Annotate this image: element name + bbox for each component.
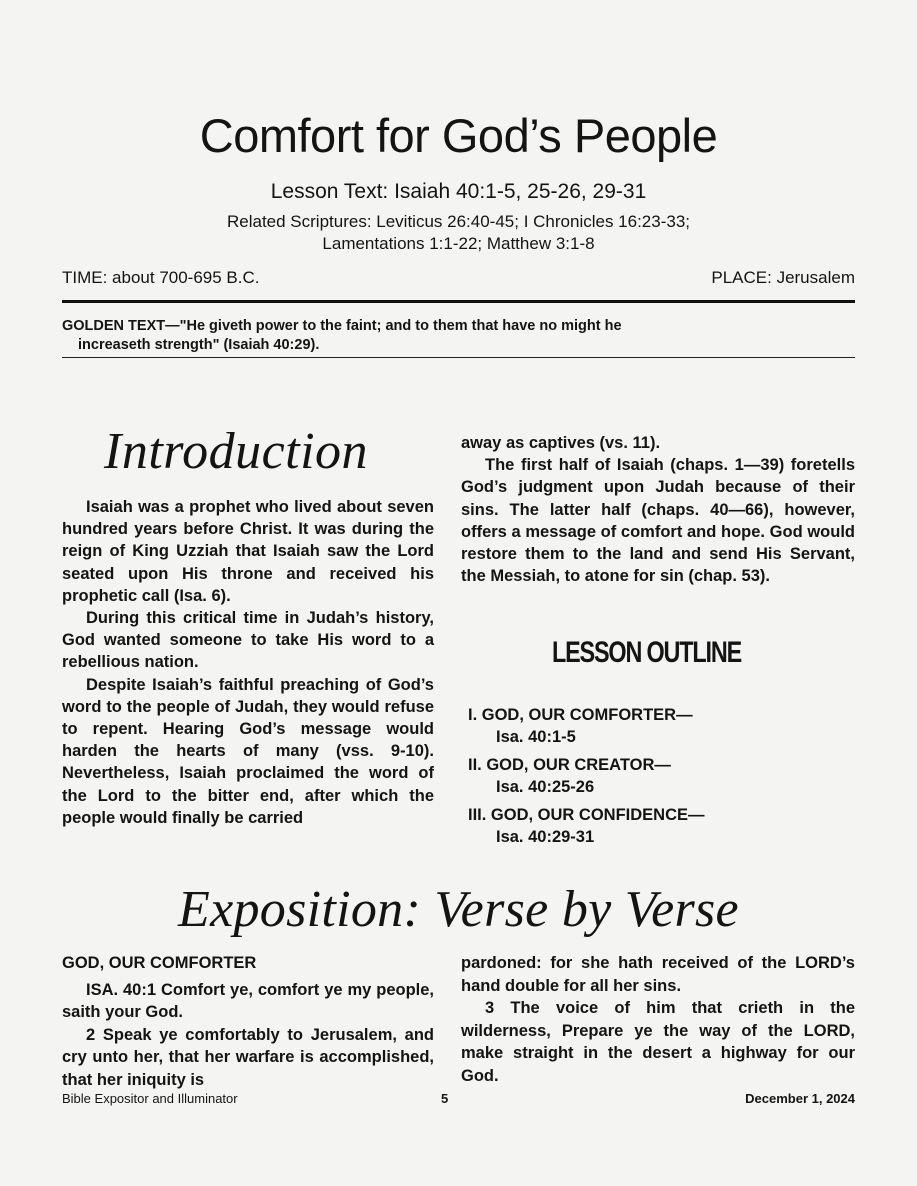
- outline-item-title: I. GOD, OUR COMFORTER—: [468, 706, 693, 724]
- intro-paragraph: During this critical time in Judah’s history, God wanted someone to take His word to a rebellious nation.: [62, 609, 434, 672]
- introduction-left-column: [62, 496, 434, 829]
- outline-item-reference: Isa. 40:1-5: [496, 728, 576, 746]
- footer-publication: Bible Expositor and Illuminator: [62, 1091, 238, 1106]
- scripture-verse: 3 The voice of him that crieth in the wilderness, Prepare ye the way of the LORD, make straight in the desert a highway for our God.: [461, 999, 855, 1085]
- related-scriptures-line: Related Scriptures: Leviticus 26:40-45; I Chronicles 16:23-33;: [226, 212, 691, 231]
- lesson-title: Comfort for God’s People: [199, 109, 718, 162]
- golden-text-line: GOLDEN TEXT—"He giveth power to the faint; and to them that have no might he: [62, 318, 622, 334]
- exposition-heading: Exposition: Verse by Verse: [178, 881, 739, 938]
- intro-paragraph: The first half of Isaiah (chaps. 1—39) foretells God’s judgment upon Judah because of their sins. The latter half (chaps. 40—66), however, offers a message of comfort and hope. God would restore them to the land and send His Servant, the Messiah, to atone for sin (chap. 53).: [461, 456, 855, 586]
- lesson-text-reference: Lesson Text: Isaiah 40:1-5, 25-26, 29-31: [270, 180, 647, 203]
- intro-paragraph: away as captives (vs. 11).: [461, 434, 661, 452]
- scripture-verse: pardoned: for she hath received of the LORD’s hand double for all her sins.: [461, 954, 855, 995]
- divider-rule: [62, 300, 855, 303]
- footer-page-number: 5: [441, 1091, 449, 1106]
- golden-text: [62, 317, 855, 355]
- outline-item-reference: Isa. 40:29-31: [496, 828, 595, 846]
- footer-date: December 1, 2024: [745, 1091, 855, 1106]
- scripture-verse: ISA. 40:1 Comfort ye, comfort ye my people, saith your God.: [62, 980, 434, 1021]
- related-scriptures-line: Lamentations 1:1-22; Matthew 3:1-8: [322, 234, 595, 253]
- intro-paragraph: Isaiah was a prophet who lived about seven hundred years before Christ. It was during the reign of King Uzziah that Isaiah saw the Lord seated upon His throne and received his prophetic call (Isa. 6).: [62, 498, 434, 605]
- exposition-left-column: [62, 952, 434, 1091]
- exposition-right-column: [461, 952, 855, 1087]
- outline-item-title: II. GOD, OUR CREATOR—: [468, 756, 671, 774]
- outline-item-reference: Isa. 40:25-26: [496, 778, 595, 796]
- intro-paragraph: Despite Isaiah’s faithful preaching of God’s word to the people of Judah, they would refuse to repent. Hearing God’s message would harden the hearts of many (vss. 9-10). Nevertheless, Isaiah proclaimed the word of the Lord to the bitter end, after which the people would finally be carried: [62, 675, 434, 827]
- outline-item: [468, 754, 848, 798]
- outline-item-title: III. GOD, OUR CONFIDENCE—: [468, 806, 705, 824]
- lesson-outline-list: [468, 704, 848, 854]
- golden-text-line: increaseth strength" (Isaiah 40:29).: [78, 337, 320, 353]
- lesson-outline-heading: LESSON OUTLINE: [552, 636, 742, 669]
- introduction-heading: Introduction: [104, 423, 369, 480]
- place-label: PLACE: Jerusalem: [711, 268, 855, 287]
- time-label: TIME: about 700-695 B.C.: [62, 268, 260, 287]
- outline-item: [468, 804, 848, 848]
- related-scriptures: [60, 211, 857, 255]
- scripture-verse: 2 Speak ye comfortably to Jerusalem, and cry unto her, that her warfare is accomplished, that her iniquity is: [62, 1025, 434, 1089]
- exposition-subheading: GOD, OUR COMFORTER: [62, 954, 257, 972]
- introduction-right-column: [461, 432, 855, 587]
- divider-rule: [62, 357, 855, 358]
- outline-item: [468, 704, 848, 748]
